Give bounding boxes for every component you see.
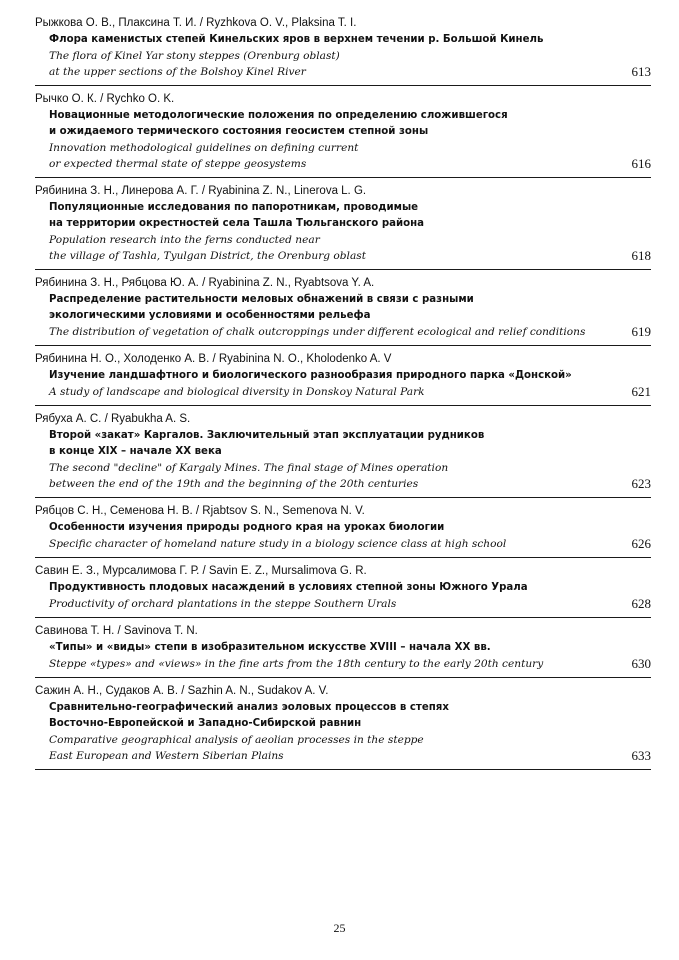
entry-title-ru: «Типы» и «виды» степи в изобразительном искусстве XVIII – начала XX вв. <box>49 642 491 653</box>
entry-title-ru: Флора каменистых степей Кинельских яров в верхнем течении р. Большой Кинель <box>49 34 544 45</box>
entry-page-number: 619 <box>631 324 651 339</box>
entry-page-number: 633 <box>631 748 651 763</box>
entry-authors: Сажин А. Н., Судаков А. В. / Sazhin A. N., Sudakov A. V. <box>35 685 329 697</box>
entry-body <box>35 640 651 672</box>
entry-page-number: 626 <box>631 536 651 551</box>
entry-title-ru: Новационные методологические положения по определению сложившегося <box>49 110 508 121</box>
entry-page-number: 623 <box>631 476 651 491</box>
entry-title-en: The distribution of vegetation of chalk outcroppings under different ecological and relief conditions <box>49 326 586 338</box>
entry-title-ru: на территории окрестностей села Ташла Тюльганского района <box>49 218 425 229</box>
entry-authors: Рябуха А. С. / Ryabukha A. S. <box>35 413 191 425</box>
entry-page-number: 628 <box>631 596 651 611</box>
entry-body <box>35 368 651 400</box>
toc-entry <box>35 678 651 770</box>
entry-body <box>35 580 651 612</box>
entry-title-ru: Продуктивность плодовых насаждений в условиях степной зоны Южного Урала <box>49 582 528 593</box>
entry-body <box>35 520 651 552</box>
entry-title-ru: Сравнительно-географический анализ эоловых процессов в степях <box>49 702 449 713</box>
entry-title-ru: Популяционные исследования по папоротникам, проводимые <box>49 202 419 213</box>
table-of-contents <box>35 16 651 770</box>
entry-page-number: 630 <box>631 656 651 671</box>
entry-page-number: 613 <box>631 64 651 79</box>
entry-title-ru: в конце XIX – начале XX века <box>49 446 222 457</box>
entry-authors: Рыжкова О. В., Плаксина Т. И. / Ryzhkova O. V., Plaksina T. I. <box>35 17 357 29</box>
entry-title-en: East European and Western Siberian Plains <box>49 750 284 762</box>
entry-authors: Рябинина Н. О., Холоденко А. В. / Ryabinina N. O., Kholodenko A. V <box>35 353 392 365</box>
toc-entry <box>35 498 651 558</box>
entry-title-en: Specific character of homeland nature study in a biology science class at high school <box>49 538 507 550</box>
entry-title-ru: экологическими условиями и особенностями рельефа <box>49 310 371 321</box>
entry-title-en: Productivity of orchard plantations in the steppe Southern Urals <box>49 598 397 610</box>
entry-title-ru: Восточно-Европейской и Западно-Сибирской равнин <box>49 718 362 729</box>
entry-title-en: The second "decline" of Kargaly Mines. The final stage of Mines operation <box>49 462 449 474</box>
toc-entry <box>35 558 651 618</box>
entry-title-en: Steppe «types» and «views» in the fine arts from the 18th century to the early 20th century <box>49 658 544 670</box>
entry-authors: Рябцов С. Н., Семенова Н. В. / Rjabtsov S. N., Semenova N. V. <box>35 505 365 517</box>
entry-body <box>35 200 651 264</box>
entry-page-number: 621 <box>631 384 651 399</box>
entry-title-en: Population research into the ferns conducted near <box>49 234 320 246</box>
entry-title-ru: Распределение растительности меловых обнажений в связи с разными <box>49 294 474 305</box>
entry-body <box>35 700 651 764</box>
entry-title-en: at the upper sections of the Bolshoy Kinel River <box>49 66 306 78</box>
entry-title-en: Comparative geographical analysis of aeolian processes in the steppe <box>49 734 424 746</box>
entry-page-number: 618 <box>631 248 651 263</box>
entry-authors: Савин Е. З., Мурсалимова Г. Р. / Savin E. Z., Mursalimova G. R. <box>35 565 367 577</box>
entry-title-en: Innovation methodological guidelines on defining current <box>49 142 359 154</box>
entry-body <box>35 108 651 172</box>
toc-entry <box>35 346 651 406</box>
toc-entry <box>35 618 651 678</box>
toc-entry <box>35 178 651 270</box>
entry-authors: Рябинина З. Н., Рябцова Ю. А. / Ryabinina Z. N., Ryabtsova Y. A. <box>35 277 375 289</box>
toc-entry <box>35 16 651 86</box>
entry-title-en: or expected thermal state of steppe geosystems <box>49 158 307 170</box>
entry-title-en: A study of landscape and biological diversity in Donskoy Natural Park <box>49 386 425 398</box>
entry-body <box>35 428 651 492</box>
entry-title-ru: и ожидаемого термического состояния геосистем степной зоны <box>49 126 429 137</box>
toc-entry <box>35 270 651 346</box>
entry-title-en: The flora of Kinel Yar stony steppes (Orenburg oblast) <box>49 50 340 62</box>
page-number: 25 <box>333 921 346 935</box>
entry-title-en: the village of Tashla, Tyulgan District, the Orenburg oblast <box>49 250 366 262</box>
entry-authors: Савинова Т. Н. / Savinova T. N. <box>35 625 198 637</box>
entry-body <box>35 32 651 80</box>
entry-page-number: 616 <box>631 156 651 171</box>
toc-entry <box>35 86 651 178</box>
entry-title-ru: Второй «закат» Каргалов. Заключительный этап эксплуатации рудников <box>49 430 485 441</box>
entry-title-ru: Изучение ландшафтного и биологического разнообразия природного парка «Донской» <box>49 370 572 381</box>
entry-body <box>35 292 651 340</box>
entry-title-ru: Особенности изучения природы родного края на уроках биологии <box>49 522 445 533</box>
entry-authors: Рычко О. К. / Rychko O. K. <box>35 93 175 105</box>
entry-authors: Рябинина З. Н., Линерова А. Г. / Ryabinina Z. N., Linerova L. G. <box>35 185 367 197</box>
entry-title-en: between the end of the 19th and the beginning of the 20th centuries <box>49 478 419 490</box>
toc-entry <box>35 406 651 498</box>
